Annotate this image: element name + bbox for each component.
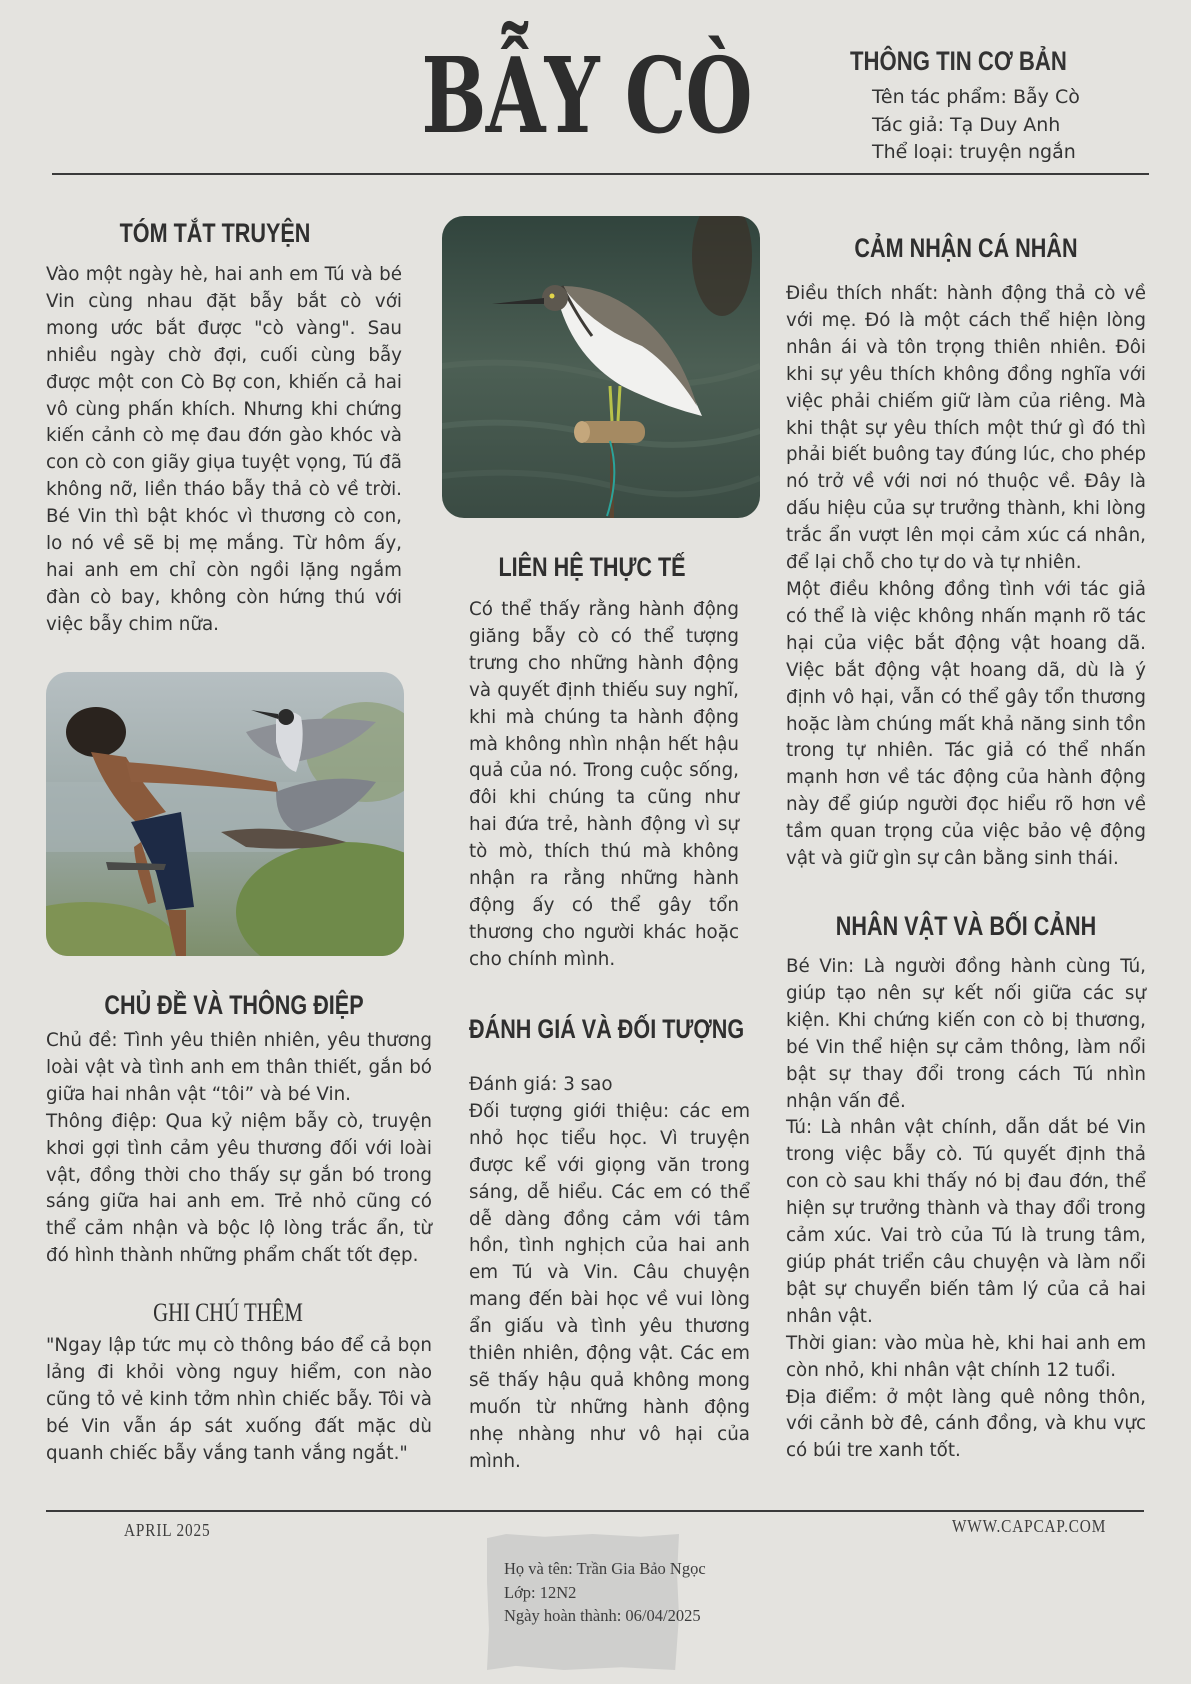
theme-paragraph: Chủ đề: Tình yêu thiên nhiên, yêu thương loài vật và tình anh em thân thiết, gắn bó giữa hai nhân vật “tôi” và bé Vin.	[46, 1030, 432, 1105]
rating-line: Đánh giá: 3 sao	[469, 1074, 613, 1095]
message-paragraph: Thông điệp: Qua kỷ niệm bẫy cò, truyện khơi gợi tình cảm yêu thương đối với loài vật, đồng thời cho thấy sự gắn bó trong sáng giữa hai anh em. Trẻ nhỏ cũng có thể cảm nhận và bộc lộ lòng trắc ẩn, từ đó hình thành những phẩm chất tốt đẹp.	[46, 1110, 432, 1267]
characters-heading: NHÂN VẬT VÀ BỐI CẢNH	[835, 911, 1097, 941]
student-name: Họ và tên: Trần Gia Bảo Ngọc	[504, 1559, 706, 1578]
info-heading: THÔNG TIN CƠ BẢN	[850, 46, 1067, 76]
summary-heading: TÓM TẮT TRUYỆN	[119, 218, 311, 248]
review-body	[469, 1072, 750, 1476]
setting-time: Thời gian: vào mùa hè, khi hai anh em còn nhỏ, khi nhân vật chính 12 tuổi.	[786, 1332, 1146, 1381]
info-line-genre: Thể loại: truyện ngắn	[872, 141, 1076, 163]
website-url: WWW.CAPCAP.COM	[952, 1516, 1107, 1536]
heron-photo	[442, 216, 760, 518]
info-line-author: Tác giả: Tạ Duy Anh	[872, 113, 1061, 136]
character-tu: Tú: Là nhân vật chính, dẫn dắt bé Vin trong việc bẫy cò. Tú quyết định thả con cò sau khi thấy nó bị đau đớn, thể hiện sự trưởng thành và thay đổi trong cảm xúc. Vai trò của Tú là trung tâm, giúp phát triển câu chuyện và làm nổi bật sự chuyển biến tâm lý của cả hai nhân vật.	[786, 1117, 1146, 1327]
characters-body	[786, 954, 1146, 1465]
personal-paragraph-disagree: Một điều không đồng tình với tác giả có thể là việc không nhấn mạnh rõ tác hại của việc bắt động vật hoang dã. Việc bắt động vật hoang dã, dù là ý định vô hại, vẫn có thể gây tổn thương hoặc làm chúng mất khả năng sinh tồn trong tự nhiên. Tác giả có thể nhấn mạnh hơn về tác động của hành động này để giúp người đọc hiểu rõ hơn về tầm quan trọng của việc bảo vệ động vật và giữ gìn sự cân bằng sinh thái.	[786, 578, 1146, 870]
student-info	[504, 1557, 706, 1628]
issue-date: APRIL 2025	[124, 1520, 211, 1540]
notes-heading: GHI CHÚ THÊM	[153, 1298, 303, 1327]
personal-body	[786, 281, 1146, 873]
theme-body	[46, 1028, 432, 1270]
page-title: BẪY CÒ	[421, 34, 752, 157]
theme-heading: CHỦ ĐỀ VÀ THÔNG ĐIỆP	[104, 990, 364, 1020]
setting-place: Địa điểm: ở một làng quê nông thôn, với cảnh bờ đê, cánh đồng, và khu vực có búi tre xanh tốt.	[786, 1386, 1146, 1462]
summary-text: Vào một ngày hè, hai anh em Tú và bé Vin cùng nhau đặt bẫy bắt cò với mong ước bắt được "cò vàng". Sau nhiều ngày chờ đợi, cuối cùng bẫy được một con Cò Bợ con, khiến cả hai vô cùng phấn khích. Nhưng khi chứng kiến cảnh cò mẹ đau đớn gào khóc và con cò con giãy giụa tuyệt vọng, Tú đã không nỡ, liền tháo bẫy thả cò về trời. Bé Vin thì bật khóc vì thương cò con, lo nó về sẽ bị mẹ mắng. Từ hôm ấy, hai anh em chỉ còn ngồi lặng ngắm đàn cò bay, không còn hứng thú với việc bẫy chim nữa.	[46, 264, 402, 635]
info-list	[872, 84, 1080, 167]
footer-divider	[46, 1510, 1144, 1512]
audience-paragraph: Đối tượng giới thiệu: các em nhỏ học tiểu học. Vì truyện được kể với giọng văn trong sáng, dễ hiểu. Các em có thể dễ dàng đồng cảm với tâm hồn, tình nghịch của hai anh em Tú và Vin. Câu chuyện mang đến bài học về vui lòng ẩn giấu và tình yêu thương thiên nhiên, động vật. Các em sẽ thấy hậu quả không mong muốn từ những hành động nhẹ nhàng như vô hại của mình.	[469, 1100, 750, 1472]
character-vin: Bé Vin: Là người đồng hành cùng Tú, giúp tạo nên sự kết nối giữa các sự kiện. Khi chứng kiến con cò bị thương, bé Vin thể hiện sự cảm thông, làm nổi bật sự thay đổi trong cách Tú nhìn nhận vấn đề.	[786, 956, 1146, 1112]
notes-quote: "Ngay lập tức mụ cò thông báo để cả bọn lảng đi khỏi vòng nguy hiểm, con nào cũng tỏ vẻ kinh tởm nhìn chiếc bẫy. Tôi và bé Vin vẫn áp sát xuống đất mặc dù quanh chiếc bẫy vắng tanh vắng ngắt."	[46, 1335, 432, 1464]
info-line-title: Tên tác phẩm: Bẫy Cò	[872, 86, 1080, 108]
header-divider	[52, 173, 1149, 175]
reality-heading: LIÊN HỆ THỰC TẾ	[498, 552, 686, 582]
student-class: Lớp: 12N2	[504, 1582, 577, 1602]
personal-paragraph-favorite: Điều thích nhất: hành động thả cò về với mẹ. Đó là một cách thể hiện lòng nhân ái và tôn trọng thiên nhiên. Đôi khi sự yêu thích không đồng nghĩa với việc phải chiếm giữ làm của riêng. Mà khi thật sự yêu thích một thứ gì đó thì phải biết buông tay đúng lúc, cho phép nó trở về với nơi nó thuộc về. Đây là dấu hiệu của sự trưởng thành, khi lòng trắc ẩn vượt lên mọi cảm xúc cá nhân, để lại chỗ cho tự do và tự nhiên.	[786, 283, 1146, 574]
reality-text: Có thể thấy rằng hành động giăng bẫy cò có thể tượng trưng cho những hành động và quyết định thiếu suy nghĩ, khi mà chúng ta hành động mà không nhìn nhận hết hậu quả của nó. Trong cuộc sống, đôi khi chúng ta cũng như hai đứa trẻ, hành động vì sự tò mò, thích thú mà không nhận ra rằng những hành động ấy có thể gây tổn thương cho người khác hoặc cho chính mình.	[469, 599, 739, 970]
review-heading: ĐÁNH GIÁ VÀ ĐỐI TƯỢNG	[469, 1014, 745, 1044]
personal-heading: CẢM NHẬN CÁ NHÂN	[854, 233, 1078, 263]
boy-with-herons-photo	[46, 672, 404, 956]
completion-date: Ngày hoàn thành: 06/04/2025	[504, 1606, 701, 1625]
